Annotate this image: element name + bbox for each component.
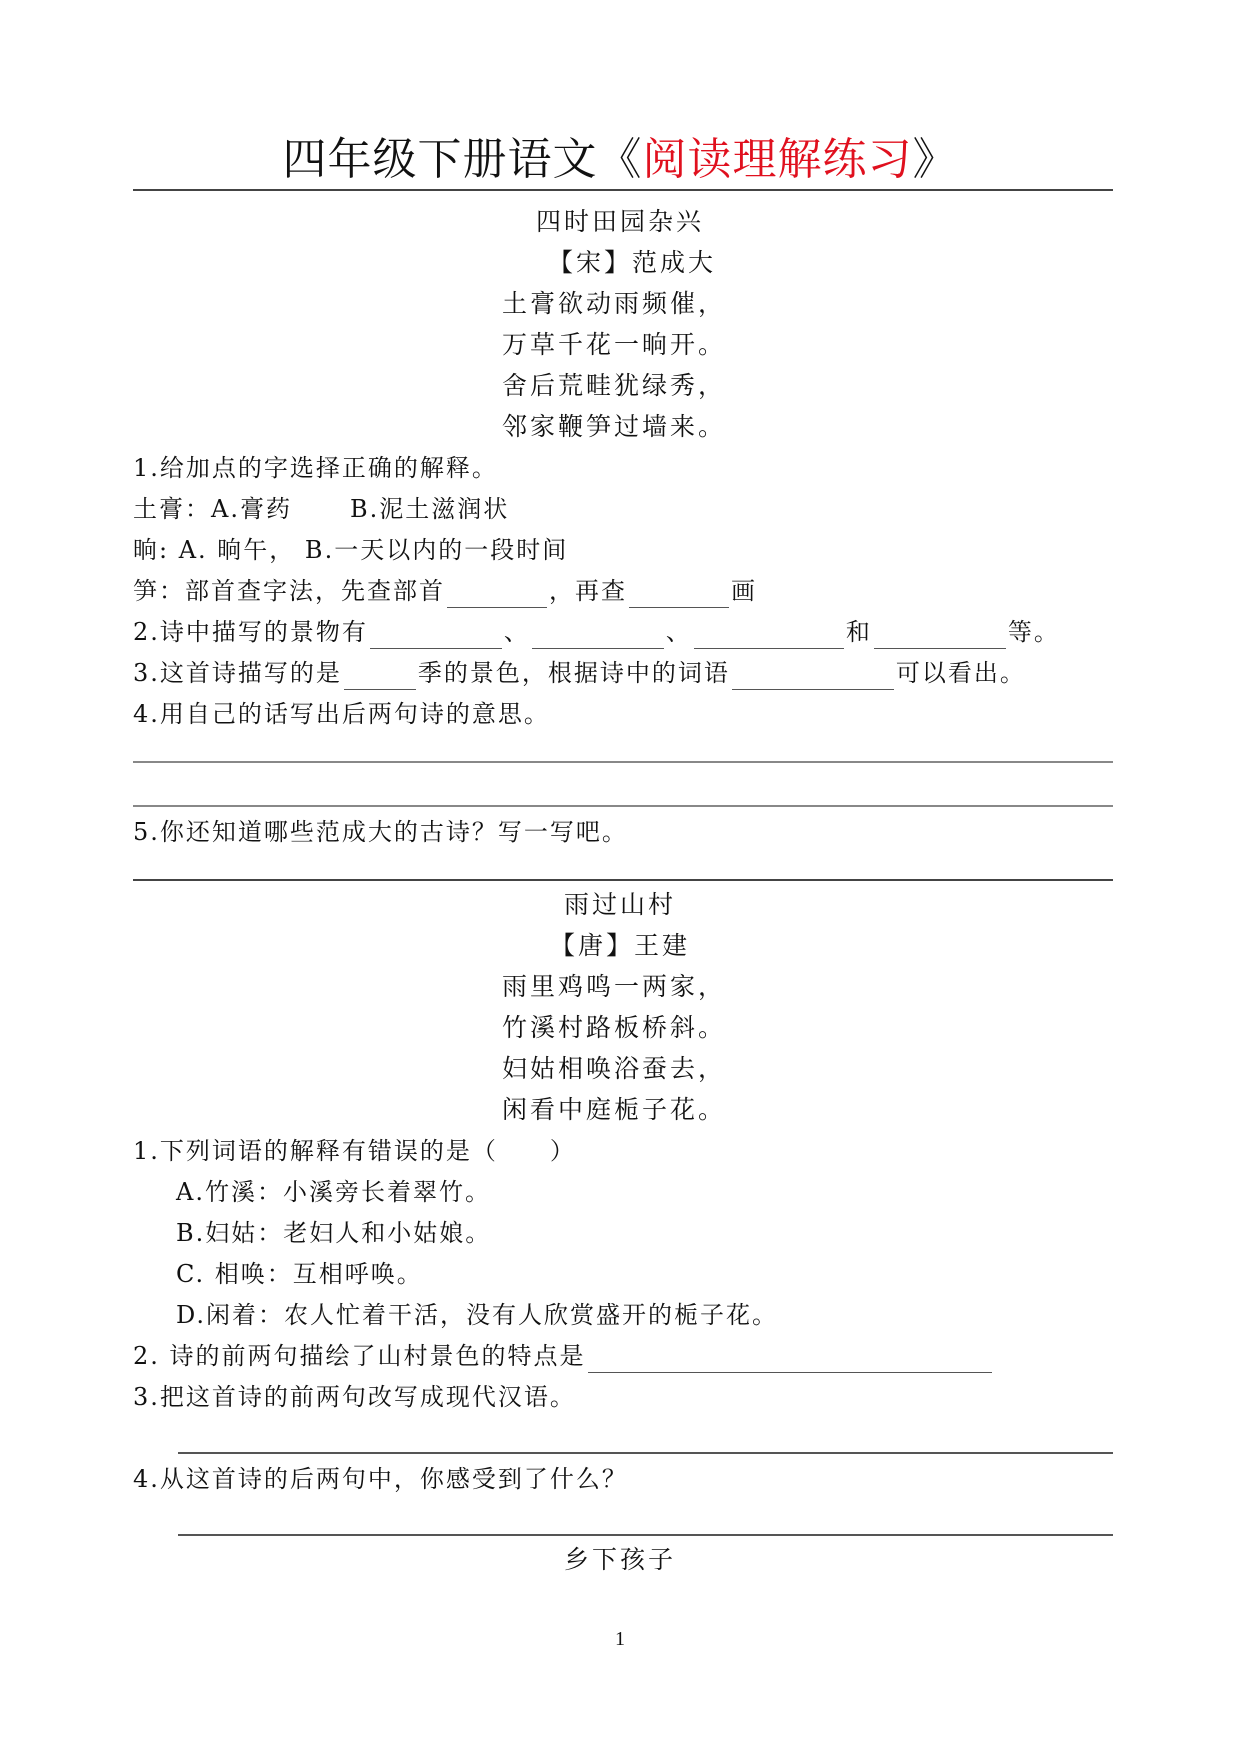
s2-q1-option-c: C. 相唤：互相呼唤。: [176, 1260, 423, 1288]
s2-q2-text: 2. 诗的前两句描绘了山村景色的特点是: [133, 1342, 586, 1370]
page-title: [0, 132, 1240, 188]
s1-q3-blank-words[interactable]: [732, 663, 894, 690]
s1-q2-blank-4[interactable]: [874, 622, 1006, 649]
s1-q1c-text-3: 画: [731, 577, 757, 605]
s1-question-1c: [133, 574, 757, 608]
s2-question-1: 1.下列词语的解释有错误的是（ ）: [133, 1137, 576, 1165]
poem2-line-3: 妇姑相唤浴蚕去，: [502, 1054, 727, 1083]
s1-q2-blank-3[interactable]: [694, 622, 844, 649]
s2-q2-blank[interactable]: [588, 1346, 992, 1373]
poem1-line-2: 万草千花一晌开。: [502, 330, 727, 359]
poem2-title: 雨过山村: [563, 890, 676, 919]
title-prefix: 四年级下册语文《: [282, 134, 643, 185]
s1-q2-blank-2[interactable]: [532, 622, 664, 649]
title-divider: [133, 189, 1113, 191]
poem2-author: 【唐】王建: [549, 931, 690, 960]
s2-question-2: [133, 1339, 994, 1373]
s1-q1c-text-1: 笋：部首查字法，先查部首: [133, 577, 445, 605]
s1-q4-answer-line-2[interactable]: [133, 805, 1113, 807]
s1-q2-sep-2: 、: [665, 618, 692, 646]
s1-q2-text: 2.诗中描写的景物有: [133, 618, 368, 646]
s2-q4-answer-line[interactable]: [178, 1534, 1113, 1536]
s1-q4-answer-line-1[interactable]: [133, 761, 1113, 763]
s1-question-1: 1.给加点的字选择正确的解释。: [133, 454, 498, 482]
s1-q1c-blank-strokes[interactable]: [629, 581, 729, 608]
s1-question-5: 5.你还知道哪些范成大的古诗？写一写吧。: [133, 818, 628, 846]
s1-q1c-text-2: ，再查: [549, 577, 627, 605]
s1-question-4: 4.用自己的话写出后两句诗的意思。: [133, 700, 550, 728]
s1-q5-answer-line[interactable]: [133, 879, 1113, 881]
poem1-line-1: 土膏欲动雨频催，: [502, 289, 727, 318]
s1-question-2: [133, 615, 1060, 649]
title-highlight: 阅读理解练习: [642, 134, 913, 185]
page-number: 1: [615, 1628, 625, 1650]
s1-q1c-blank-radical[interactable]: [447, 581, 547, 608]
s1-q2-end: 等。: [1007, 618, 1060, 646]
s2-question-4: 4.从这首诗的后两句中，你感受到了什么？: [133, 1465, 628, 1493]
s1-q2-sep-1: 、: [503, 618, 530, 646]
s1-q2-and: 和: [845, 618, 872, 646]
poem2-line-2: 竹溪村路板桥斜。: [502, 1013, 727, 1042]
s2-q3-answer-line[interactable]: [178, 1452, 1113, 1454]
s1-question-1a: [133, 492, 509, 526]
s2-q1-option-d: D.闲着：农人忙着干活，没有人欣赏盛开的栀子花。: [176, 1301, 779, 1329]
s2-q1-option-a: A.竹溪：小溪旁长着翠竹。: [176, 1178, 491, 1206]
s1-q3-text-3: 可以看出。: [895, 659, 1026, 687]
s1-q1a-option-a: 土膏：A.膏药: [133, 495, 292, 523]
poem1-title: 四时田园杂兴: [535, 207, 704, 236]
s1-q1a-option-b: B.泥土滋润状: [349, 495, 510, 523]
s1-q3-blank-season[interactable]: [344, 663, 416, 690]
poem2-line-4: 闲看中庭栀子花。: [502, 1095, 727, 1124]
s1-q2-blank-1[interactable]: [370, 622, 502, 649]
s2-question-3: 3.把这首诗的前两句改写成现代汉语。: [133, 1383, 576, 1411]
poem3-title: 乡下孩子: [563, 1545, 676, 1574]
s1-question-1b: 晌: A. 晌午， B.一天以内的一段时间: [133, 536, 569, 564]
s1-q3-text-1: 3.这首诗描写的是: [133, 659, 342, 687]
s2-q1-option-b: B.妇姑：老妇人和小姑娘。: [176, 1219, 492, 1247]
s1-question-3: [133, 656, 1026, 690]
poem1-line-4: 邻家鞭笋过墙来。: [502, 412, 727, 441]
title-suffix: 》: [912, 134, 958, 185]
poem1-author: 【宋】范成大: [547, 248, 716, 277]
poem2-line-1: 雨里鸡鸣一两家，: [502, 972, 727, 1001]
poem1-line-3: 舍后荒畦犹绿秀，: [502, 371, 727, 400]
s1-q3-text-2: 季的景色，根据诗中的词语: [417, 659, 730, 687]
